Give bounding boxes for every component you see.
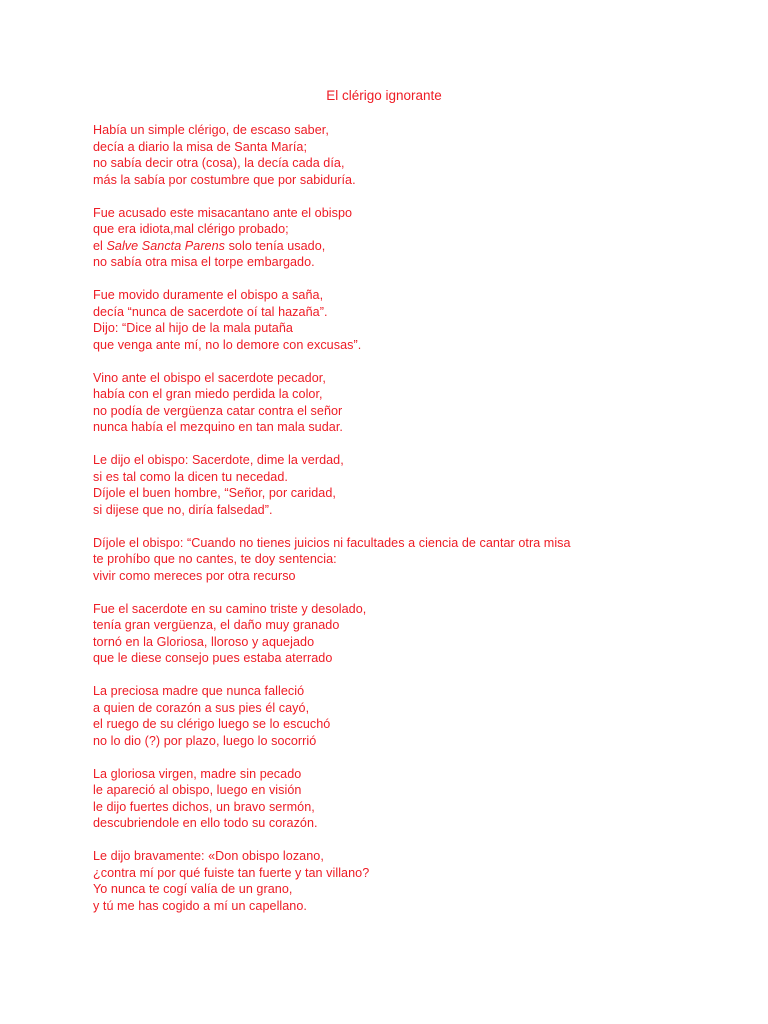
stanza-10: [93, 848, 733, 914]
stanza-5: [93, 452, 733, 518]
poem-title-text: El clérigo ignorante: [326, 88, 442, 103]
poem-line: tornó en la Gloriosa, lloroso y aquejado: [93, 634, 315, 649]
poem-line: no podía de vergüenza catar contra el señor: [93, 403, 343, 418]
stanza-7: [93, 601, 733, 667]
poem-line: Díjole el obispo: “Cuando no tienes juicios ni facultades a ciencia de cantar otra misa: [93, 535, 571, 550]
poem-line: vivir como mereces por otra recurso: [93, 568, 296, 583]
poem-line: Le dijo el obispo: Sacerdote, dime la verdad,: [93, 453, 344, 467]
stanza-4: [93, 370, 733, 436]
poem-line: que era idiota,mal clérigo probado;: [93, 222, 289, 236]
stanza-1: [93, 122, 733, 188]
poem-line: Yo nunca te cogí valía de un grano,: [93, 882, 293, 896]
poem-line: no sabía decir otra (cosa), la decía cada día,: [93, 156, 345, 170]
stanza-6: [93, 535, 733, 585]
poem-line: te prohíbo que no cantes, te doy sentencia:: [93, 552, 337, 566]
poem-line: Había un simple clérigo, de escaso saber,: [93, 123, 329, 137]
poem-line: el ruego de su clérigo luego se lo escuchó: [93, 717, 331, 731]
stanza-8: [93, 683, 733, 749]
poem-line: Dijo: “Dice al hijo de la mala putaña: [93, 321, 293, 335]
poem-line: y tú me has cogido a mí un capellano.: [93, 898, 307, 913]
italic-latin-phrase: Salve Sancta Parens: [106, 238, 226, 253]
stanza-9: [93, 766, 733, 832]
poem-line-start: el: [93, 238, 107, 253]
poem-line: Le dijo bravamente: «Don obispo lozano,: [93, 849, 324, 863]
poem-line: descubriendole en ello todo su corazón.: [93, 816, 318, 830]
poem-line: La gloriosa virgen, madre sin pecado: [93, 766, 302, 781]
poem-line: no sabía otra misa el torpe embargado.: [93, 255, 315, 269]
poem-line: si es tal como la dicen tu necedad.: [93, 469, 288, 484]
poem-title: [0, 87, 768, 105]
stanza-2: [93, 205, 733, 271]
poem-line: a quien de corazón a sus pies él cayó,: [93, 700, 310, 715]
poem-line: le apareció al obispo, luego en visión: [93, 783, 302, 797]
poem-line: más la sabía por costumbre que por sabiduría.: [93, 172, 356, 187]
poem-body: [93, 122, 733, 931]
poem-line: decía “nunca de sacerdote oí tal hazaña”.: [93, 304, 328, 319]
poem-line: nunca había el mezquino en tan mala sudar.: [93, 420, 343, 434]
poem-line: le dijo fuertes dichos, un bravo sermón,: [93, 799, 315, 814]
poem-line: Fue movido duramente el obispo a saña,: [93, 288, 324, 302]
poem-line-end: solo tenía usado,: [225, 238, 326, 253]
poem-line: Fue acusado este misacantano ante el obispo: [93, 205, 353, 220]
poem-line: si dijese que no, diría falsedad”.: [93, 502, 273, 517]
poem-line: que le diese consejo pues estaba aterrado: [93, 651, 333, 665]
poem-line: decía a diario la misa de Santa María;: [93, 139, 308, 154]
poem-line: Vino ante el obispo el sacerdote pecador,: [93, 370, 326, 385]
poem-line: Díjole el buen hombre, “Señor, por caridad,: [93, 486, 336, 500]
poem-line: [93, 238, 733, 255]
poem-line: Fue el sacerdote en su camino triste y desolado,: [93, 601, 367, 616]
poem-line: no lo dio (?) por plazo, luego lo socorrió: [93, 733, 317, 748]
poem-line: La preciosa madre que nunca falleció: [93, 684, 305, 698]
poem-line: había con el gran miedo perdida la color,: [93, 387, 323, 401]
poem-line: ¿contra mí por qué fuiste tan fuerte y tan villano?: [93, 865, 370, 880]
stanza-3: [93, 287, 733, 353]
poem-line: que venga ante mí, no lo demore con excusas”.: [93, 337, 362, 352]
poem-line: tenía gran vergüenza, el daño muy granado: [93, 618, 340, 632]
